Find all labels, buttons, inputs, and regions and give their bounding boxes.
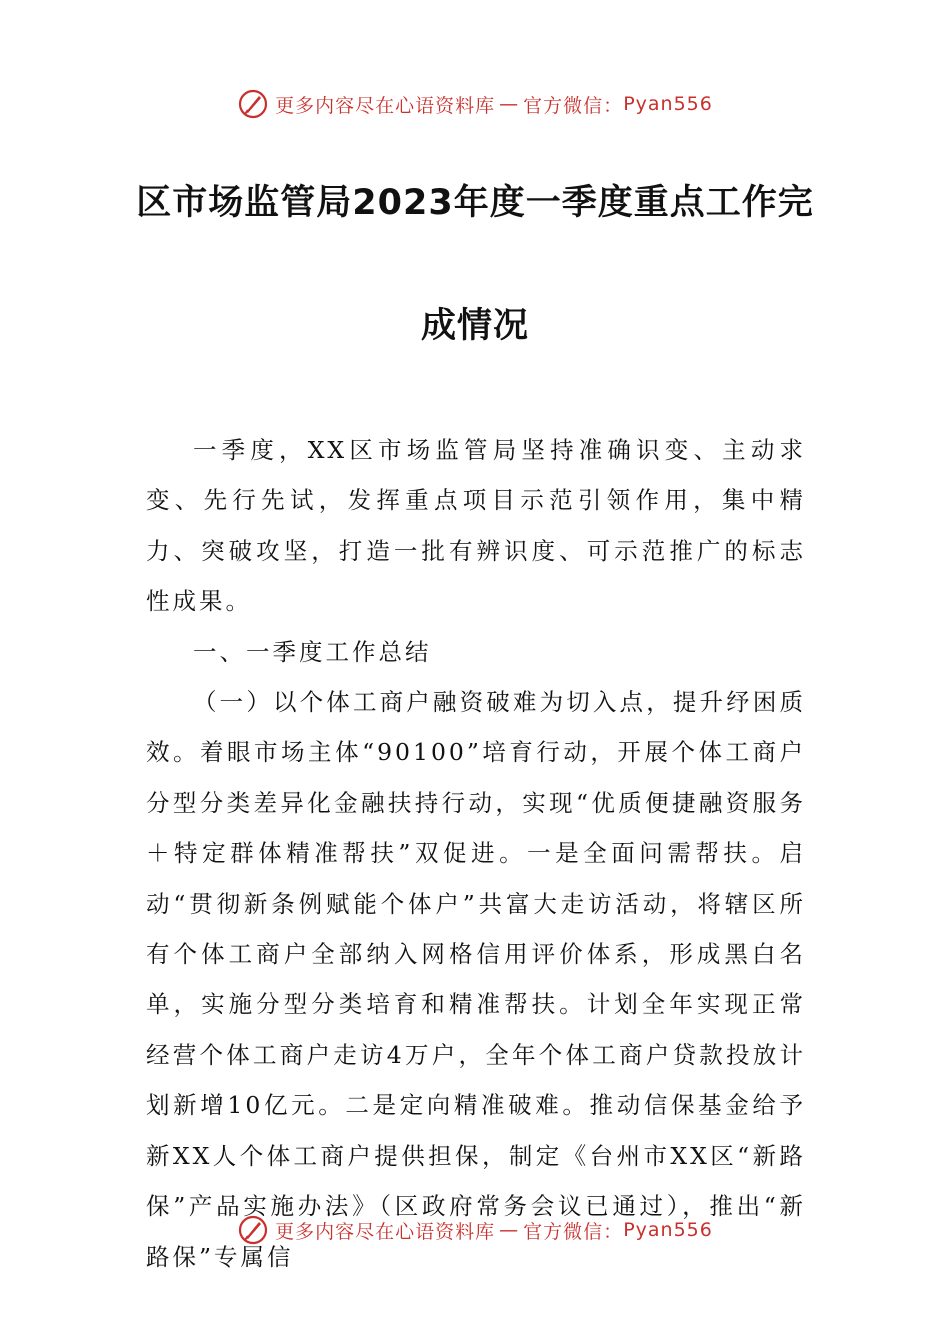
- document-body: [146, 425, 806, 1282]
- paragraph-section-1: （一）以个体工商户融资破难为切入点，提升纾困质效。着眼市场主体“90100”培育行动，开展个体工商户分型分类差异化金融扶持行动，实现“优质便捷融资服务＋特定群体精准帮扶”双促进。一是全面问需帮扶。启动“贯彻新条例赋能个体户”共富大走访活动，将辖区所有个体工商户全部纳入网格信用评价体系，形成黑白名单，实施分型分类培育和精准帮扶。计划全年实现正常经营个体工商户走访4万户，全年个体工商户贷款投放计划新增10亿元。二是定向精准破难。推动信保基金给予新XX人个体工商户提供担保，制定《台州市XX区“新路保”产品实施办法》（区政府常务会议已通过），推出“新路保”专属信: [146, 688, 806, 1271]
- watermark-text: 更多内容尽在心语资料库: [275, 94, 496, 117]
- watermark-wechat-id: Pyan556: [623, 93, 713, 115]
- section-heading: 一、一季度工作总结: [193, 637, 432, 666]
- watermark-colon: ：: [603, 1220, 624, 1243]
- document-title-line-1: 区市场监管局2023年度一季度重点工作完: [136, 183, 814, 223]
- watermark-wechat-id: Pyan556: [623, 1219, 713, 1241]
- quill-logo-icon: [237, 1214, 269, 1246]
- watermark-header: [0, 84, 950, 124]
- watermark-official: 官方微信: [523, 1220, 604, 1243]
- watermark-official: 官方微信: [523, 94, 604, 117]
- watermark-dash: —: [499, 93, 520, 115]
- document-title-line-2: 成情况: [420, 306, 529, 346]
- paragraph-intro: 一季度，XX区市场监管局坚持准确识变、主动求变、先行先试，发挥重点项目示范引领作用，集中精力、突破攻坚，打造一批有辨识度、可示范推广的标志性成果。: [146, 436, 806, 616]
- watermark-colon: ：: [603, 94, 624, 117]
- watermark-dash: —: [499, 1219, 520, 1241]
- quill-logo-icon: [237, 88, 269, 120]
- watermark-text: 更多内容尽在心语资料库: [275, 1220, 496, 1243]
- watermark-footer: [0, 1210, 950, 1250]
